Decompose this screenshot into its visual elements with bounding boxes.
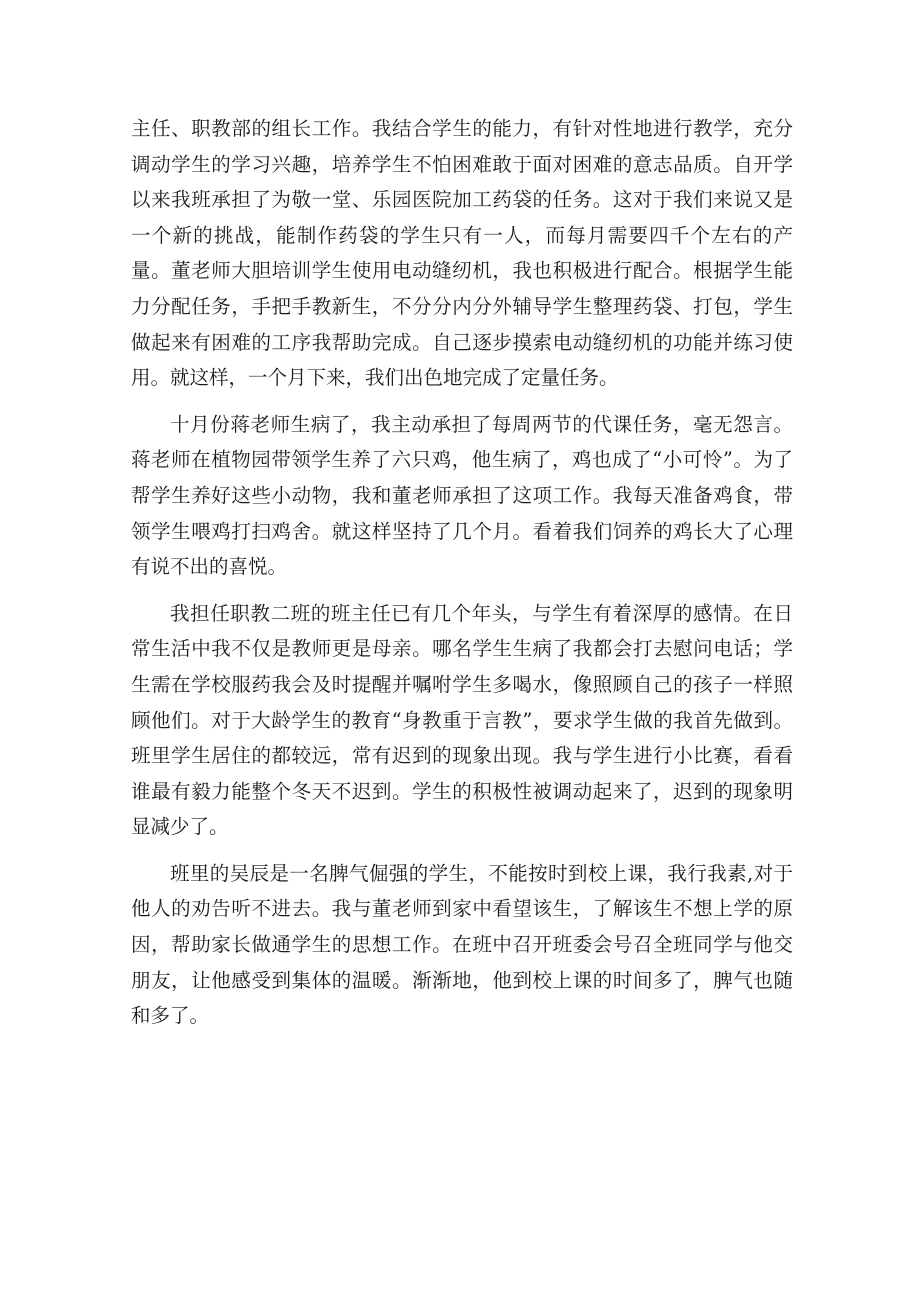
paragraph-4: 班里的吴辰是一名脾气倔强的学生，不能按时到校上课，我行我素,对于他人的劝告听不进去。我与董老师到家中看望该生，了解该生不想上学的原因，帮助家长做通学生的思想工作。在班中召开班委会号召全班同学与他交朋友，让他感受到集体的温暖。渐渐地，他到校上课的时间多了，脾气也随和多了。 <box>131 861 793 1028</box>
paragraph-1: 主任、职教部的组长工作。我结合学生的能力，有针对性地进行教学，充分调动学生的学习兴趣，培养学生不怕困难敢于面对困难的意志品质。自开学以来我班承担了为敬一堂、乐园医院加工药袋的任务。这对于我们来说又是一个新的挑战，能制作药袋的学生只有一人，而每月需要四千个左右的产量。董老师大胆培训学生使用电动缝纫机，我也积极进行配合。根据学生能力分配任务，手把手教新生，不分分内分外辅导学生整理药袋、打包，学生做起来有困难的工序我帮助完成。自己逐步摸索电动缝纫机的功能并练习使用。就这样，一个月下来，我们出色地完成了定量任务。 <box>131 117 793 390</box>
document-body <box>131 111 793 1034</box>
paragraph-3: 我担任职教二班的班主任已有几个年头，与学生有着深厚的感情。在日常生活中我不仅是教师更是母亲。哪名学生生病了我都会打去慰问电话；学生需在学校服药我会及时提醒并嘱咐学生多喝水，像照顾自己的孩子一样照顾他们。对于大龄学生的教育“身教重于言教”，要求学生做的我首先做到。班里学生居住的都较远，常有迟到的现象出现。我与学生进行小比赛，看看谁最有毅力能整个冬天不迟到。学生的积极性被调动起来了，迟到的现象明显减少了。 <box>131 601 793 839</box>
paragraph-2: 十月份蒋老师生病了，我主动承担了每周两节的代课任务，毫无怨言。蒋老师在植物园带领学生养了六只鸡，他生病了，鸡也成了“小可怜”。为了帮学生养好这些小动物，我和董老师承担了这项工作。我每天准备鸡食，带领学生喂鸡打扫鸡舍。就这样坚持了几个月。看着我们饲养的鸡长大了心理有说不出的喜悦。 <box>131 412 793 579</box>
